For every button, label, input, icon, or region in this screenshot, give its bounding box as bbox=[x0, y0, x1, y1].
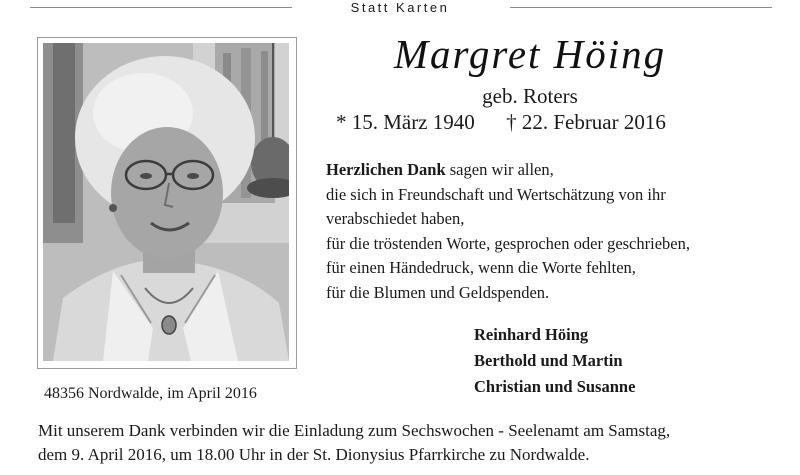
footer-invitation bbox=[38, 419, 778, 467]
signer-name: Christian und Susanne bbox=[474, 377, 636, 396]
signer-name: Reinhard Höing bbox=[474, 325, 589, 344]
thanks-line: für einen Händedruck, wenn die Worte fehlten, bbox=[326, 258, 636, 278]
death-date: † 22. Februar 2016 bbox=[506, 110, 666, 134]
portrait-frame bbox=[37, 37, 297, 369]
place-date: 48356 Nordwalde, im April 2016 bbox=[44, 385, 257, 402]
deceased-name: Margret Höing bbox=[393, 31, 667, 77]
thanks-lead-rest: sagen wir allen, bbox=[445, 160, 554, 179]
thanks-line: für die tröstenden Worte, gesprochen oder geschrieben, bbox=[326, 233, 690, 253]
header-rule-left bbox=[30, 7, 292, 8]
life-dates bbox=[336, 110, 756, 135]
thanks-line: die sich in Freundschaft und Wertschätzung von ihr bbox=[326, 184, 666, 204]
birth-date: * 15. März 1940 bbox=[336, 110, 475, 134]
thanks-line: verabschiedet haben, bbox=[326, 209, 465, 229]
maiden-name: geb. Roters bbox=[482, 84, 578, 108]
signer-name: Berthold und Martin bbox=[474, 351, 623, 370]
footer-line-1: Mit unserem Dank verbinden wir die Einladung zum Sechswochen - Seelenamt am Samstag, bbox=[38, 421, 671, 440]
header-rule-right bbox=[510, 7, 772, 8]
portrait-photo bbox=[43, 43, 289, 361]
thanks-line-lead bbox=[326, 158, 786, 183]
thanks-lead-bold: Herzlichen Dank bbox=[326, 160, 446, 179]
thanks-text bbox=[326, 158, 786, 306]
header-label: Statt Karten bbox=[350, 0, 450, 15]
thanks-line: für die Blumen und Geldspenden. bbox=[326, 282, 550, 302]
signers-list bbox=[474, 322, 635, 400]
footer-line-2: dem 9. April 2016, um 18.00 Uhr in der St. Dionysius Pfarrkirche zu Nordwalde. bbox=[38, 445, 590, 464]
